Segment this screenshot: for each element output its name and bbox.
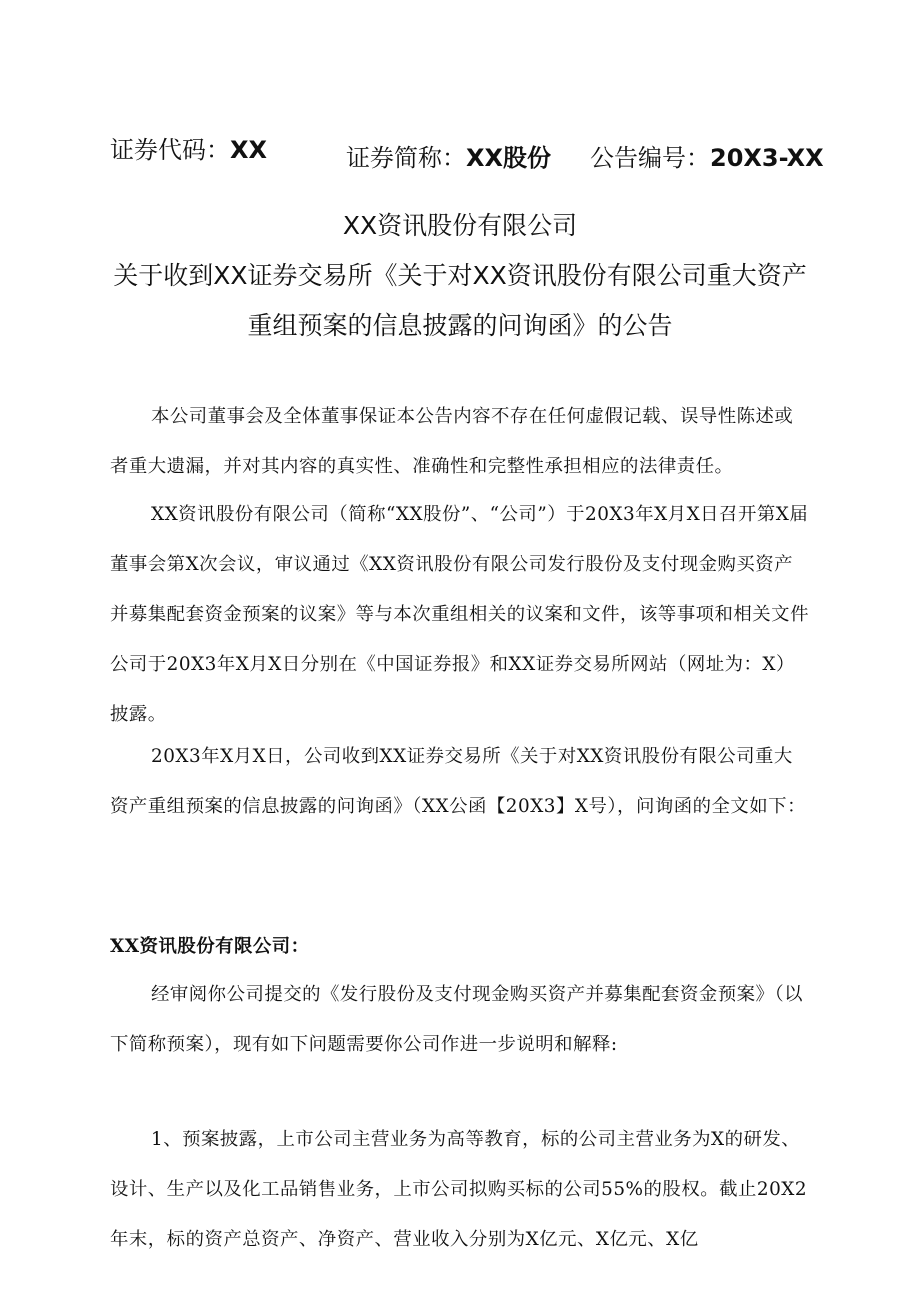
letter-intro-paragraph: 经审阅你公司提交的《发行股份及支付现金购买资产并募集配套资金预案》（以下简称预案），现有如下问题需要你公司作进一步说明和解释: [110, 984, 803, 1055]
inquiry-received-paragraph: 20X3年X月X日，公司收到XX证券交易所《关于对XX资讯股份有限公司重大资产重组预案的信息披露的问询函》（XX公函【20X3】X号），问询函的全文如下： [110, 746, 806, 817]
announcement-title-line-2: 重组预案的信息披露的问询函》的公告 [247, 311, 673, 340]
board-meeting-paragraph: XX资讯股份有限公司（简称“XX股份”、“公司”）于20X3年X月X日召开第X届董事会第X次会议，审议通过《XX资讯股份有限公司发行股份及支付现金购买资产并募集配套资金预案的议案》等与本次重组相关的议案和文件，该等事项和相关文件公司于20X3年X月X日分别在《中国证券报》和XX证券交易所网站（网址为：X）披露。 [110, 504, 809, 725]
announcement-number: 公告编号：20X3-XX [590, 144, 824, 172]
company-title: XX资讯股份有限公司 [342, 211, 578, 240]
stock-code: 证券代码：XX [110, 136, 268, 164]
question-item-1: 1、预案披露，上市公司主营业务为高等教育，标的公司主营业务为X的研发、设计、生产以及化工品销售业务，上市公司拟购买标的公司55%的股权。截止20X2年末，标的资产总资产、净资产、营业收入分别为X亿元、X亿元、X亿 [110, 1129, 808, 1250]
announcement-title-line-1: 关于收到XX证券交易所《关于对XX资讯股份有限公司重大资产 [113, 261, 807, 290]
stock-abbreviation: 证券简称：XX股份 [346, 144, 552, 172]
letter-addressee: XX资讯股份有限公司： [110, 936, 310, 957]
disclaimer-paragraph: 本公司董事会及全体董事保证本公告内容不存在任何虚假记载、误导性陈述或者重大遗漏，并对其内容的真实性、准确性和完整性承担相应的法律责任。 [110, 406, 794, 477]
